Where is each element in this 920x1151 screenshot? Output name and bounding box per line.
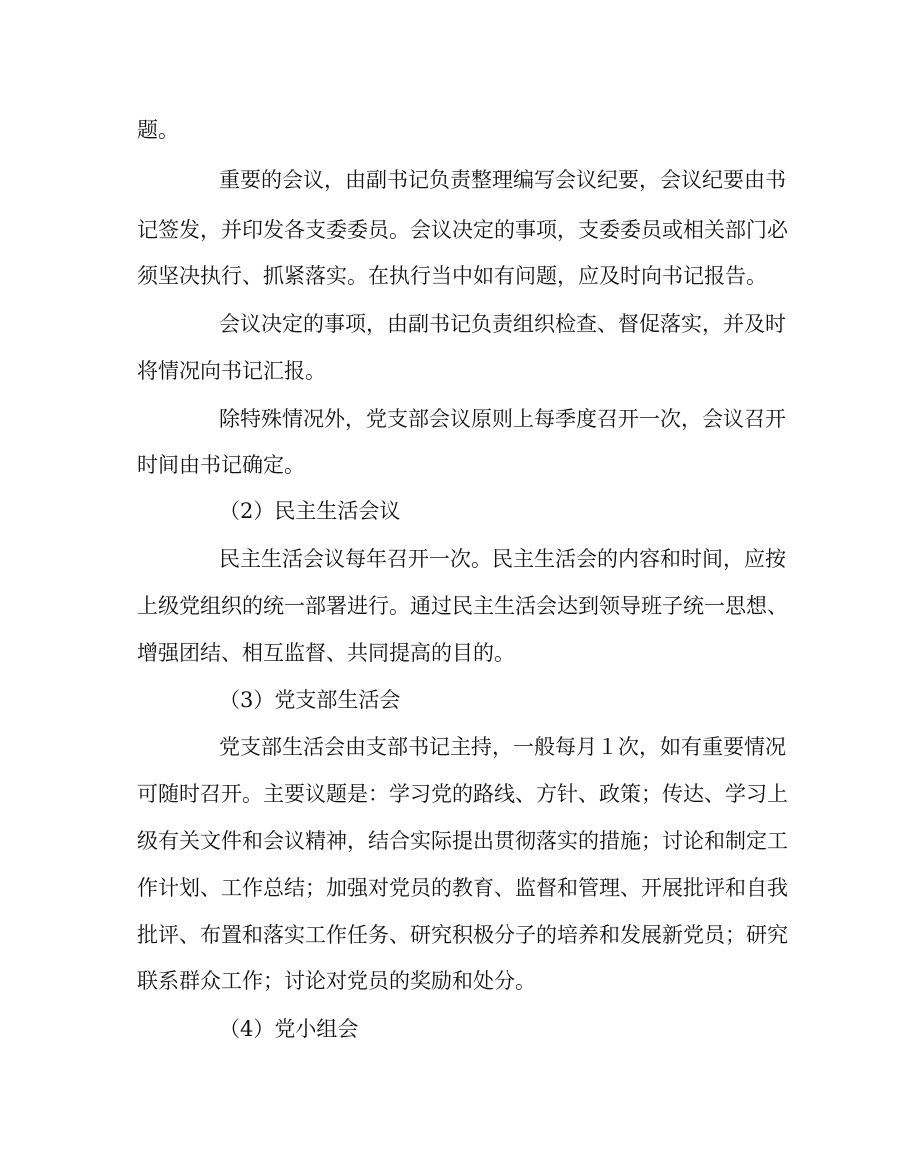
paragraph-line: 记签发，并印发各支委委员。会议决定的事项，支委委员或相关部门必: [137, 218, 788, 242]
section-heading-2: （2）民主生活会议: [219, 499, 401, 523]
paragraph-line: 党支部生活会由支部书记主持，一般每月１次，如有重要情况: [219, 735, 786, 759]
paragraph-continuation: 题。: [137, 118, 179, 142]
section-heading-4: （4）党小组会: [219, 1017, 359, 1041]
paragraph-line: 会议决定的事项，由副书记负责组织检查、督促落实，并及时: [219, 312, 786, 336]
paragraph-line: 增强团结、相互监督、共同提高的目的。: [137, 641, 515, 665]
paragraph-line: 作计划、工作总结；加强对党员的教育、监督和管理、开展批评和自我: [137, 876, 788, 900]
paragraph-line: 须坚决执行、抓紧落实。在执行当中如有问题，应及时向书记报告。: [137, 264, 767, 288]
paragraph-line: 民主生活会议每年召开一次。民主生活会的内容和时间，应按: [219, 547, 786, 571]
paragraph-line: 可随时召开。主要议题是：学习党的路线、方针、政策；传达、学习上: [137, 782, 788, 806]
paragraph-line: 联系群众工作；讨论对党员的奖励和处分。: [137, 969, 536, 993]
paragraph-line: 上级党组织的统一部署进行。通过民主生活会达到领导班子统一思想、: [137, 594, 788, 618]
paragraph-line: 重要的会议，由副书记负责整理编写会议纪要，会议纪要由书: [219, 168, 786, 192]
section-heading-3: （3）党支部生活会: [219, 688, 401, 712]
paragraph-line: 批评、布置和落实工作任务、研究积极分子的培养和发展新党员；研究: [137, 923, 788, 947]
paragraph-line: 级有关文件和会议精神，结合实际提出贯彻落实的措施；讨论和制定工: [137, 829, 788, 853]
paragraph-line: 时间由书记确定。: [137, 453, 305, 477]
paragraph-line: 将情况向书记汇报。: [137, 359, 326, 383]
paragraph-line: 除特殊情况外，党支部会议原则上每季度召开一次，会议召开: [219, 407, 786, 431]
